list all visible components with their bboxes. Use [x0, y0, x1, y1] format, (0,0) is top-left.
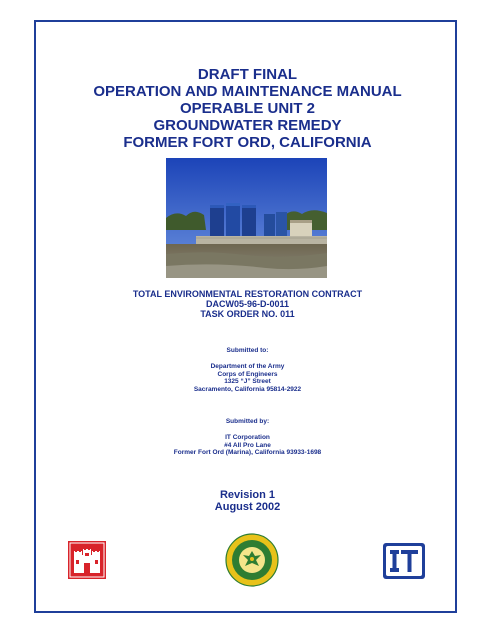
submitted-to-line: Corps of Engineers — [217, 370, 278, 378]
contract-line: TASK ORDER NO. 011 — [200, 309, 295, 319]
submitted-by-line: Former Fort Ord (Marina), California 93933-1698 — [173, 449, 322, 457]
title-line: OPERABLE UNIT 2 — [179, 100, 315, 117]
submitted-to-heading: Submitted to: — [226, 347, 269, 354]
treatment-plant-photo — [166, 158, 327, 278]
it-corporation-logo — [383, 543, 425, 584]
contract-info — [34, 289, 461, 319]
title-line: FORMER FORT ORD, CALIFORNIA — [123, 134, 372, 151]
submitted-by-line: IT Corporation — [225, 434, 270, 441]
contract-line: TOTAL ENVIRONMENTAL RESTORATION CONTRACT — [132, 289, 363, 299]
submitted-to-line: Sacramento, California 95814-2922 — [193, 385, 302, 393]
submitted-to-line: 1325 “J” Street — [224, 378, 271, 386]
submitted-by-line: #4 All Pro Lane — [224, 441, 271, 449]
contract-line: DACW05-96-D-0011 — [205, 299, 290, 309]
title-line: OPERATION AND MAINTENANCE MANUAL — [93, 83, 402, 100]
revision-block — [34, 489, 461, 513]
revision-label: Revision 1 — [219, 489, 276, 501]
submitted-by-heading: Submitted by: — [225, 418, 270, 425]
title-line: GROUNDWATER REMEDY — [153, 117, 342, 134]
title-line: DRAFT FINAL — [197, 66, 298, 83]
corps-of-engineers-logo — [68, 541, 106, 584]
submitted-to-block — [34, 363, 461, 393]
revision-date: August 2002 — [214, 501, 281, 513]
submitted-to-line: Department of the Army — [210, 363, 285, 370]
army-garrison-seal — [225, 533, 279, 592]
submitted-by-block — [34, 434, 461, 457]
document-title — [34, 66, 461, 151]
